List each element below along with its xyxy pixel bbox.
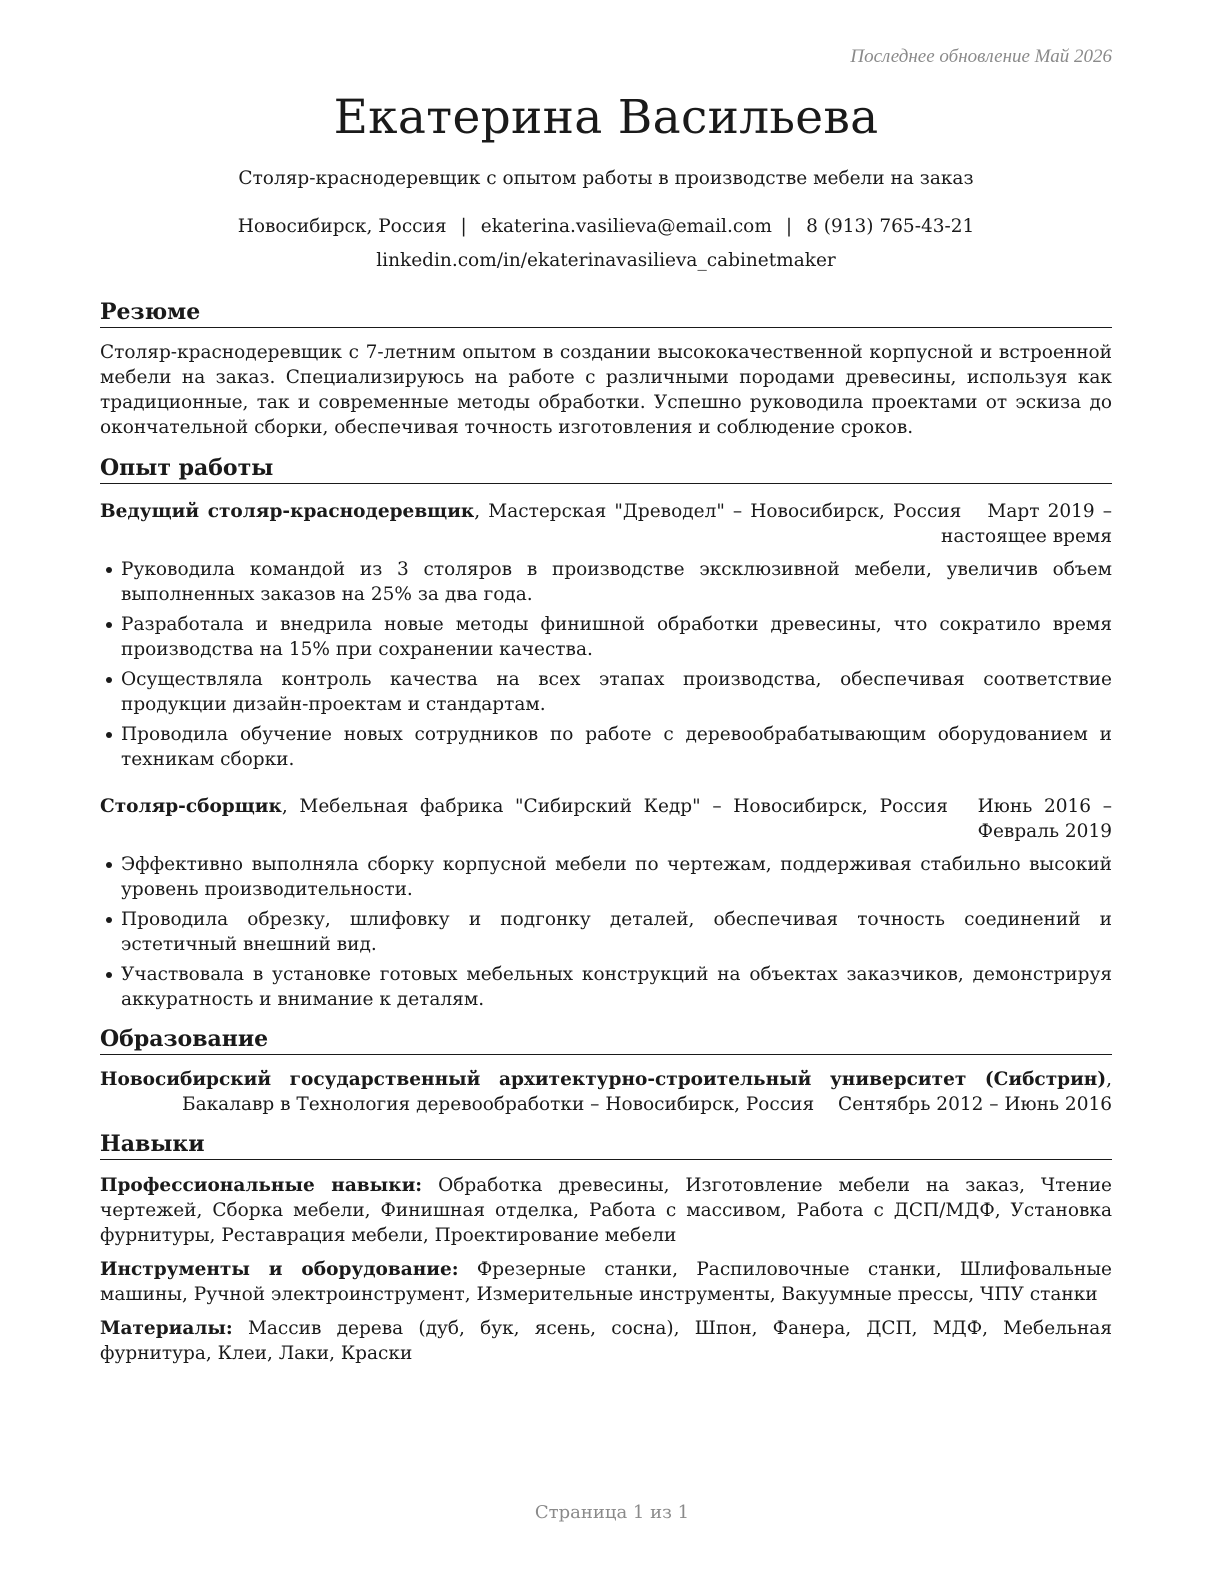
skill-group-text: Обработка древесины, Изготовление мебели на заказ, Чтение чертежей, Сборка мебели, Финишная отделка, Работа с массивом, Работа с ДСП/МДФ, Установка фурнитуры, Реставрация мебели, Проектирование мебели (100, 1175, 1112, 1246)
skill-group-label: Инструменты и оборудование: (100, 1259, 459, 1280)
skill-group (100, 1173, 1112, 1248)
contact-info (100, 210, 1112, 278)
bullet-item: Эффективно выполняла сборку корпусной мебели по чертежам, поддерживая стабильно высокий уровень производительности. (100, 852, 1112, 902)
skill-group-label: Материалы: (100, 1318, 233, 1339)
job-company: , Мастерская "Древодел" – Новосибирск, Россия (474, 501, 962, 522)
summary-text: Столяр-краснодеревщик с 7-летним опытом в создании высококачественной корпусной и встроенной мебели на заказ. Специализируюсь на работе с различными породами древесины, используя как традиционные, так и современные методы обработки. Успешно руководила проектами от эскиза до окончательной сборки, обеспечивая точность изготовления и соблюдение сроков. (100, 342, 1112, 438)
tagline: Столяр-краснодеревщик с опытом работы в производстве мебели на заказ (238, 168, 974, 189)
education-details: , Бакалавр в Технология деревообработки – Новосибирск, Россия (181, 1069, 1112, 1115)
email-link[interactable]: ekaterina.vasilieva@email.com (480, 216, 772, 237)
skills-section (100, 1130, 1112, 1366)
job-header (100, 499, 1112, 549)
education-institution: Новосибирский государственный архитектурно-строительный университет (Сибстрин) (100, 1069, 1107, 1090)
job-dates: Июнь 2016 – Февраль 2019 (977, 796, 1112, 842)
bullet-item: Руководила командой из 3 столяров в производстве эксклюзивной мебели, увеличив объем выполненных заказов на 25% за два года. (100, 557, 1112, 607)
bullet-item: Разработала и внедрила новые методы финишной обработки древесины, что сократило время производства на 15% при сохранении качества. (100, 612, 1112, 662)
job-header (100, 794, 1112, 844)
skill-group (100, 1257, 1112, 1307)
job-entry (100, 499, 1112, 772)
contact-separator: | (785, 216, 793, 237)
education-entry (100, 1067, 1112, 1117)
skill-group (100, 1316, 1112, 1366)
job-entry (100, 794, 1112, 1012)
job-dates: Март 2019 – настоящее время (940, 501, 1112, 547)
bullet-item: Осуществляла контроль качества на всех этапах производства, обеспечивая соответствие продукции дизайн-проектам и стандартам. (100, 667, 1112, 717)
section-title-summary: Резюме (100, 298, 1112, 328)
job-bullets (100, 852, 1112, 1012)
job-position: Столяр-сборщик (100, 796, 282, 817)
skill-group-text: Фрезерные станки, Распиловочные станки, Шлифовальные машины, Ручной электроинструмент, Измерительные инструменты, Вакуумные прессы, ЧПУ станки (100, 1259, 1112, 1305)
job-company: , Мебельная фабрика "Сибирский Кедр" – Новосибирск, Россия (281, 796, 948, 817)
bullet-item: Участвовала в установке готовых мебельных конструкций на объектах заказчиков, демонстрируя аккуратность и внимание к деталям. (100, 962, 1112, 1012)
education-section (100, 1025, 1112, 1117)
last-updated: Последнее обновление Май 2026 (850, 46, 1112, 67)
summary-section (100, 298, 1112, 440)
phone-number[interactable]: 8 (913) 765-43-21 (806, 216, 975, 237)
location: Новосибирск, Россия (237, 216, 447, 237)
person-name: Екатерина Васильева (333, 90, 879, 145)
education-dates: Сентябрь 2012 – Июнь 2016 (838, 1094, 1112, 1115)
bullet-item: Проводила обрезку, шлифовку и подгонку деталей, обеспечивая точность соединений и эстетичный внешний вид. (100, 907, 1112, 957)
skill-group-label: Профессиональные навыки: (100, 1175, 423, 1196)
bullet-item: Проводила обучение новых сотрудников по работе с деревообрабатывающим оборудованием и техникам сборки. (100, 722, 1112, 772)
contact-separator: | (460, 216, 467, 237)
page-number: Страница 1 из 1 (534, 1502, 690, 1523)
section-title-experience: Опыт работы (100, 454, 1112, 484)
section-title-education: Образование (100, 1025, 1112, 1055)
job-position: Ведущий столяр-краснодеревщик (100, 501, 475, 522)
contact-line (100, 210, 1112, 244)
skill-group-text: Массив дерева (дуб, бук, ясень, сосна), Шпон, Фанера, ДСП, МДФ, Мебельная фурнитура, Клеи, Лаки, Краски (100, 1318, 1112, 1364)
job-bullets (100, 557, 1112, 772)
linkedin-link[interactable]: linkedin.com/in/ekaterinavasilieva_cabinetmaker (376, 250, 836, 271)
experience-section (100, 454, 1112, 1012)
section-title-skills: Навыки (100, 1130, 1112, 1160)
